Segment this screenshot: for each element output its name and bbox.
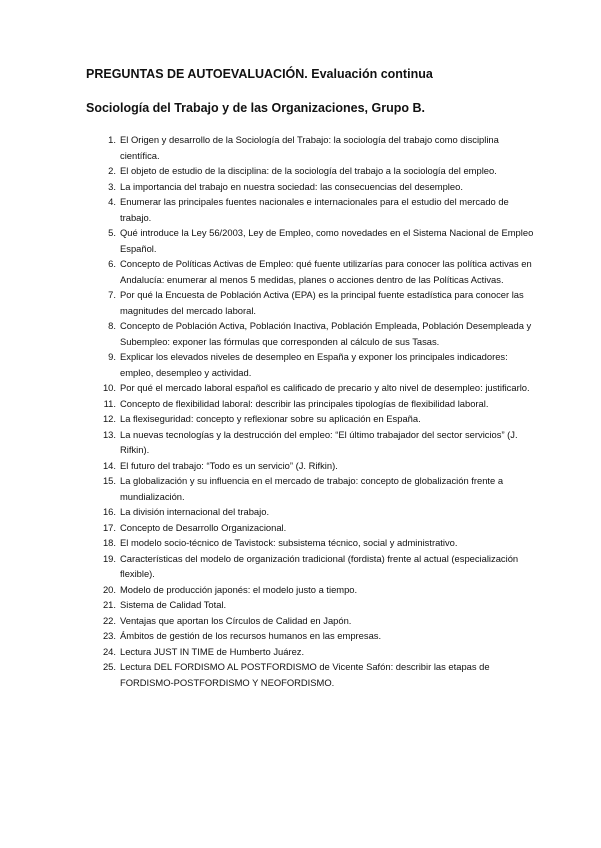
question-number: 20. xyxy=(102,583,116,595)
question-number: 8. xyxy=(108,320,116,331)
question-text: El Origen y desarrollo de la Sociología del Trabajo: la sociología del trabajo como disciplina científica. xyxy=(120,134,499,161)
list-item xyxy=(86,179,541,195)
question-text: Lectura JUST IN TIME de Humberto Juárez. xyxy=(120,645,305,657)
question-number: 23. xyxy=(102,630,116,641)
question-text: La globalización y su influencia en el mercado de trabajo: concepto de globalización frente a mundialización. xyxy=(120,475,504,502)
question-number: 19. xyxy=(102,552,116,564)
list-item xyxy=(86,411,541,427)
list-item xyxy=(86,396,541,412)
document-title: PREGUNTAS DE AUTOEVALUACIÓN. Evaluación continua xyxy=(86,67,433,81)
question-text: Modelo de producción japonés: el modelo justo a tiempo. xyxy=(120,583,358,595)
question-text: Explicar los elevados niveles de desempleo en España y exponer los principales indicadores: empleo, desempleo y actividad. xyxy=(120,351,508,378)
question-number: 25. xyxy=(102,661,116,672)
question-number: 12. xyxy=(102,413,116,424)
question-number: 5. xyxy=(108,227,116,238)
list-item xyxy=(86,349,541,380)
list-item xyxy=(86,287,541,318)
question-number: 2. xyxy=(108,165,116,176)
question-text: El objeto de estudio de la disciplina: de la sociología del trabajo a la sociología del empleo. xyxy=(120,165,497,176)
list-item xyxy=(86,427,541,458)
question-text: Qué introduce la Ley 56/2003, Ley de Empleo, como novedades en el Sistema Nacional de Empleo Español. xyxy=(120,227,534,254)
list-item xyxy=(86,644,541,660)
question-number: 3. xyxy=(108,180,116,192)
list-item xyxy=(86,163,541,179)
question-text: Concepto de Población Activa, Población Inactiva, Población Empleada, Población Desempleada y Subempleo: exponer las fórmulas que corresponden al cálculo de sus Tasas. xyxy=(120,320,532,347)
list-item xyxy=(86,520,541,536)
question-number: 6. xyxy=(108,258,116,269)
list-item xyxy=(86,256,541,287)
question-number: 7. xyxy=(108,289,116,300)
question-text: Concepto de Políticas Activas de Empleo: qué fuente utilizarías para conocer las política activas en Andalucía: enumerar al menos 5 medidas, planes o acciones dentro de las Políticas Activas. xyxy=(120,258,532,285)
question-number: 24. xyxy=(102,645,116,657)
question-text: Ventajas que aportan los Círculos de Calidad en Japón. xyxy=(120,614,352,626)
question-text: La flexiseguridad: concepto y reflexionar sobre su aplicación en España. xyxy=(120,413,421,424)
question-number: 16. xyxy=(102,506,116,517)
question-text: Enumerar las principales fuentes nacionales e internacionales para el estudio del mercado de trabajo. xyxy=(120,196,509,223)
list-item xyxy=(86,582,541,598)
question-list xyxy=(86,132,541,690)
list-item xyxy=(86,132,541,163)
question-text: Lectura DEL FORDISMO AL POSTFORDISMO de Vicente Safón: describir las etapas de FORDISMO-POSTFORDISMO Y NEOFORDISMO. xyxy=(120,661,490,688)
question-text: Ámbitos de gestión de los recursos humanos en las empresas. xyxy=(120,630,382,641)
question-number: 14. xyxy=(102,459,116,471)
list-item xyxy=(86,597,541,613)
question-number: 22. xyxy=(102,614,116,626)
list-item xyxy=(86,659,541,690)
list-item xyxy=(86,473,541,504)
question-number: 21. xyxy=(102,599,116,610)
question-text: La importancia del trabajo en nuestra sociedad: las consecuencias del desempleo. xyxy=(120,180,463,192)
list-item xyxy=(86,380,541,396)
question-text: El futuro del trabajo: “Todo es un servicio” (J. Rifkin). xyxy=(120,459,338,471)
question-number: 10. xyxy=(102,382,116,393)
document-subtitle: Sociología del Trabajo y de las Organizaciones, Grupo B. xyxy=(86,101,425,115)
list-item xyxy=(86,504,541,520)
question-text: Por qué el mercado laboral español es calificado de precario y alto nivel de desempleo: justificarlo. xyxy=(120,382,530,393)
question-number: 4. xyxy=(108,196,116,207)
question-text: Características del modelo de organización tradicional (fordista) frente al actual (especialización flexible). xyxy=(120,552,519,579)
list-item xyxy=(86,535,541,551)
list-item xyxy=(86,628,541,644)
list-item xyxy=(86,613,541,629)
question-text: El modelo socio-técnico de Tavistock: subsistema técnico, social y administrativo. xyxy=(120,537,458,548)
list-item xyxy=(86,194,541,225)
question-text: Sistema de Calidad Total. xyxy=(120,599,227,610)
question-number: 11. xyxy=(103,397,116,409)
question-text: Por qué la Encuesta de Población Activa (EPA) es la principal fuente estadística para conocer las magnitudes del mercado laboral. xyxy=(120,289,524,316)
question-number: 18. xyxy=(102,537,116,548)
list-item xyxy=(86,551,541,582)
question-number: 15. xyxy=(102,475,116,486)
question-number: 13. xyxy=(102,428,116,440)
question-number: 9. xyxy=(108,351,116,362)
list-item xyxy=(86,458,541,474)
question-text: La división internacional del trabajo. xyxy=(120,506,270,517)
question-number: 1. xyxy=(108,134,116,145)
question-number: 17. xyxy=(102,521,116,533)
list-item xyxy=(86,318,541,349)
question-text: La nuevas tecnologías y la destrucción del empleo: “El último trabajador del sector servicios” (J. Rifkin). xyxy=(120,428,518,455)
list-item xyxy=(86,225,541,256)
question-text: Concepto de flexibilidad laboral: describir las principales tipologías de flexibilidad laboral. xyxy=(120,397,489,409)
question-text: Concepto de Desarrollo Organizacional. xyxy=(120,521,287,533)
